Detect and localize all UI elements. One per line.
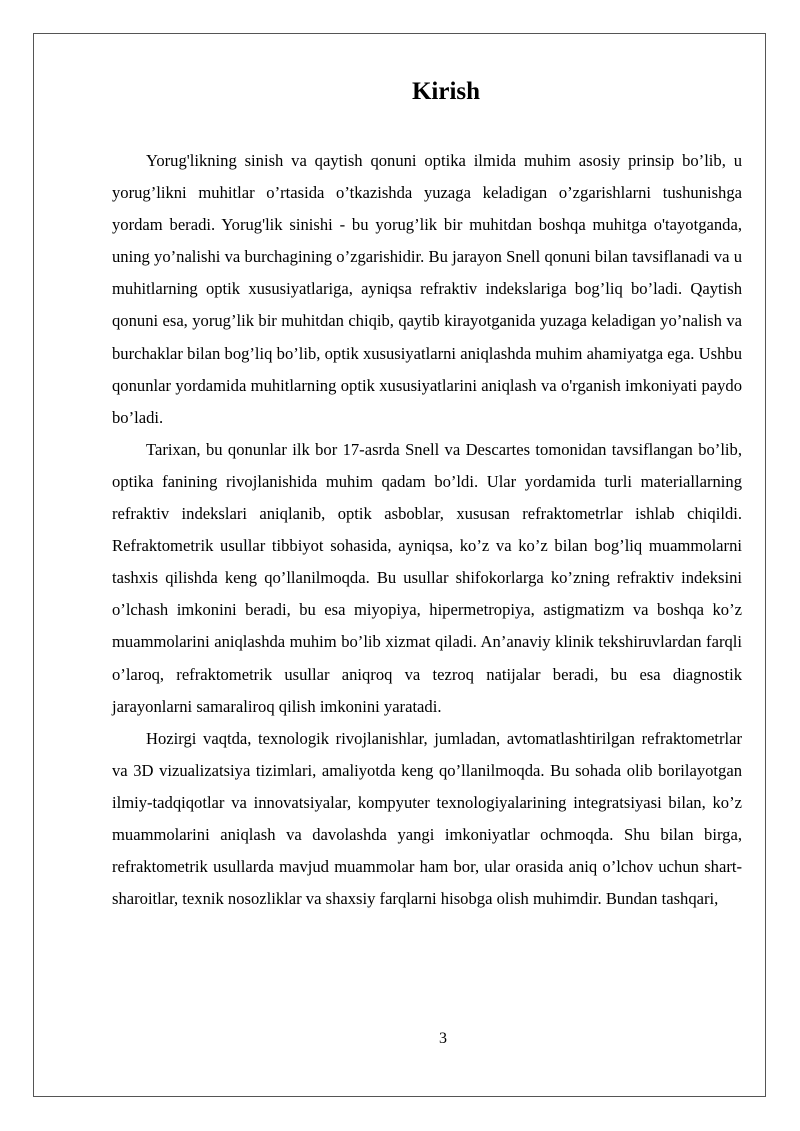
page-number: 3 xyxy=(439,1030,447,1047)
paragraph-2: Tarixan, bu qonunlar ilk bor 17-asrda Snell va Descartes tomonidan tavsiflangan bo’lib, optika fanining rivojlanishida muhim qadam bo’ldi. Ular yordamida turli materiallarning refraktiv indekslari aniqlanib, optik asboblar, xususan refraktometrlar ishlab chiqildi. Refraktometrik usullar tibbiyot sohasida, ayniqsa, ko’z va ko’z bilan bog’liq muammolarni tashxis qilishda keng qo’llanilmoqda. Bu usullar shifokorlarga ko’zning refraktiv indeksini o’lchash imkonini beradi, bu esa miyopiya, hipermetropiya, astigmatizm va boshqa ko’z muammolarini aniqlashda muhim bo’lib xizmat qiladi. An’anaviy klinik tekshiruvlardan farqli o’laroq, refraktometrik usullar aniqroq va tezroq natijalar beradi, bu esa diagnostik jarayonlarni samaraliroq qilish imkonini yaratadi. xyxy=(112,439,742,716)
paragraph-3: Hozirgi vaqtda, texnologik rivojlanishlar, jumladan, avtomatlashtirilgan refraktometrlar va 3D vizualizatsiya tizimlari, amaliyotda keng qo’llanilmoqda. Bu sohada olib borilayotgan ilmiy-tadqiqotlar va innovatsiyalar, kompyuter texnologiyalarining integratsiyasi bilan, ko’z muammolarini aniqlash va davolashda yangi imkoniyatlar ochmoqda. Shu bilan birga, refraktometrik usullarda mavjud muammolar ham bor, ular orasida aniq o’lchov uchun shart-sharoitlar, texnik nosozliklar va shaxsiy farqlarni hisobga olish muhimdir. Bundan tashqari, xyxy=(112,728,742,909)
document-title: Kirish xyxy=(411,78,481,105)
paragraph-1: Yorug'likning sinish va qaytish qonuni optika ilmida muhim asosiy prinsip bo’lib, u yorug’likni muhitlar o’rtasida o’tkazishda yuzaga keladigan o’zgarishlarni tushunishga yordam beradi. Yorug'lik sinishi - bu yorug’lik bir muhitdan boshqa muhitga o'tayotganda, uning yo’nalishi va burchagining o’zgarishidir. Bu jarayon Snell qonuni bilan tavsiflanadi va u muhitlarning optik xususiyatlariga, ayniqsa refraktiv indekslariga bog’liq bo’ladi. Qaytish qonuni esa, yorug’lik bir muhitdan chiqib, qaytib kirayotganida yuzaga keladigan yo’nalish va burchaklar bilan bog’liq bo’lib, optik xususiyatlarni aniqlashda muhim ahamiyatga ega. Ushbu qonunlar yordamida muhitlarning optik xususiyatlarini aniqlash va o'rganish imkoniyati paydo bo’ladi. xyxy=(112,151,742,427)
document-body xyxy=(112,72,742,915)
